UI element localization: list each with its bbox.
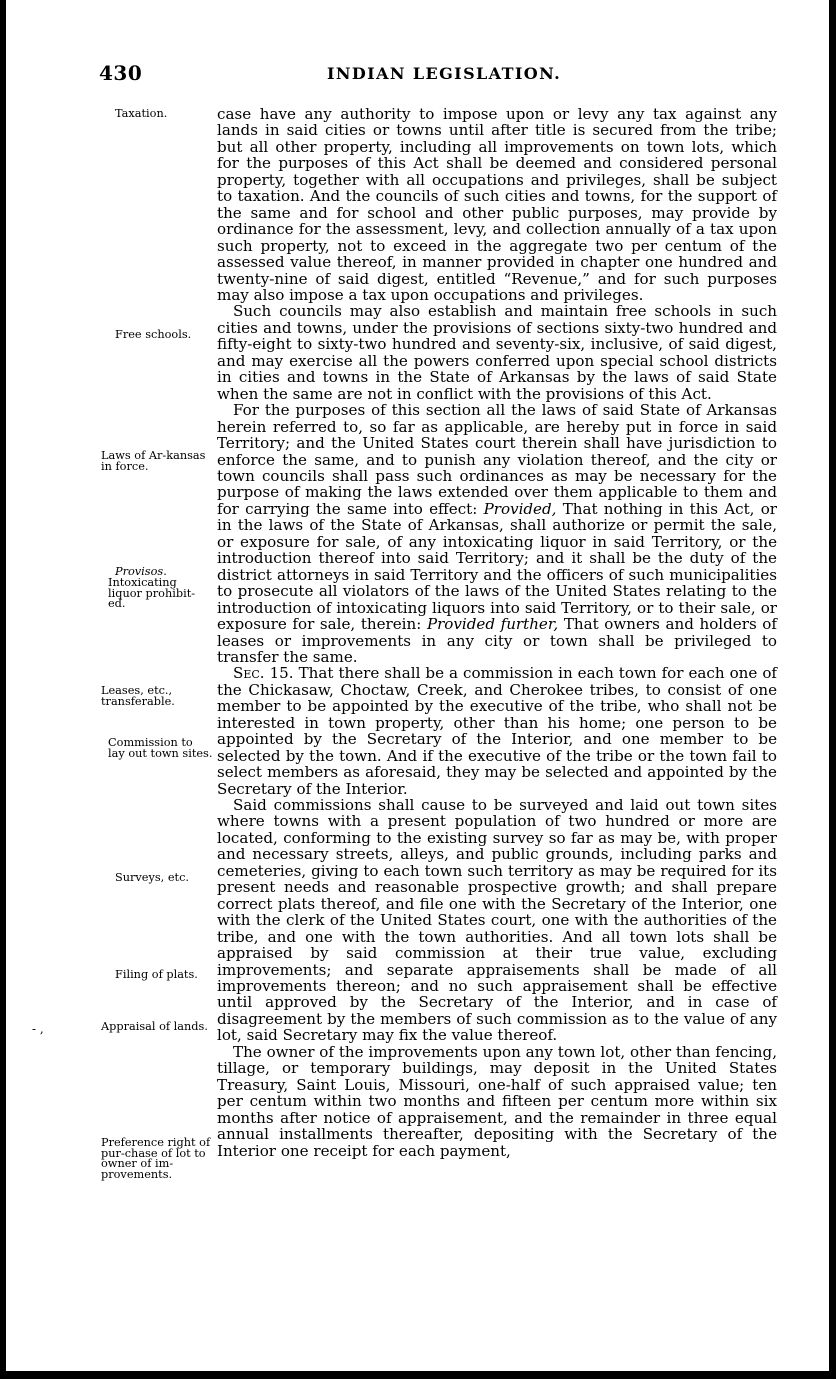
margin-note-leases: Leases, etc., transferable. — [101, 684, 175, 708]
margin-note-surveys: Surveys, etc. — [115, 871, 189, 884]
margin-note-preference: Preference right of pur-chase of lot to owner of im-provements. — [101, 1136, 211, 1181]
margin-note-appraisal: Appraisal of lands. — [101, 1020, 208, 1033]
paragraph-section-15 — [217, 665, 777, 797]
margin-note-filing: Filing of plats. — [115, 968, 198, 981]
section-number: Sec. 15. — [233, 664, 294, 683]
section-15-text: That there shall be a commission in each town for each one of the Chickasaw, Choctaw, Creek, and Cherokee tribes, to consist of one member to be appointed by the executive of the tribe, who shall not be interested in town property, other than his home; one person to be appointed by the Secretary of the Interior, and one member to be selected by the town. And if the executive of the tribe or the town fail to select members as aforesaid, they may be selected and appointed by the Secretary of the Interior. — [217, 664, 777, 798]
page-number: 430 — [99, 61, 143, 85]
margin-note-free-schools: Free schools. — [115, 328, 192, 341]
proviso-text: That nothing in this Act, or in the laws of the State of Arkansas, shall authorize or permit the sale, or exposure for sale, of any intoxicating liquor in said Territory, or the introduction thereof into said Territory; and it shall be the duty of the district attorneys in said Territory and the officers of such municipalities to prosecute all violators of the laws of the United States relating to the introduction of intoxicating liquors into said Territory, or to their sale, or exposure for sale, therein: — [217, 499, 777, 634]
proviso-further-word: Provided further, — [426, 615, 559, 634]
stray-marks: - , — [32, 1022, 44, 1036]
paragraph-taxation: case have any authority to impose upon or levy any tax against any lands in said cities or towns until after title is secured from the tribe; but all other property, including all improvements on town lots, which for the purposes of this Act shall be deemed and considered personal property, together with all occupations and privileges, shall be subject to taxation. And the councils of such cities and towns, for the support of the same and for school and other public purposes, may provide by ordinance for the assessment, levy, and collection annually of a tax upon such property, not to exceed in the aggregate two per centum of the assessed value thereof, in manner provided in chapter one hundred and twenty-nine of said digest, entitled “Revenue,” and for such purposes may also impose a tax upon occupations and privileges. — [217, 105, 777, 304]
margin-note-commission: Commission to lay out town sites. — [108, 736, 213, 760]
margin-note-intoxicating: Intoxicating liquor prohibit-ed. — [108, 576, 196, 611]
running-head: INDIAN LEGISLATION. — [327, 64, 562, 83]
page-header — [97, 61, 777, 87]
proviso-word: Provided, — [483, 499, 557, 518]
main-text — [217, 106, 777, 1159]
paragraph-free-schools: Such councils may also establish and maintain free schools in such cities and towns, under the provisions of sections sixty-two hundred and fifty-eight to sixty-two hundred and seventy-six, inclusive, of said digest, and may exercise all the powers conferred upon special school districts in cities and towns in the State of Arkansas by the laws of said State when the same are not in conflict with the provisions of this Act. — [217, 302, 777, 403]
margin-note-taxation: Taxation. — [115, 107, 168, 120]
paragraph-preference: The owner of the improvements upon any town lot, other than fencing, tillage, or temporary buildings, may deposit in the United States Treasury, Saint Louis, Missouri, one-half of such appraised value; ten per centum within two months and fifteen per centum more within six months after notice of appraisement, and the remainder in three equal annual installments thereafter, depositing with the Secretary of the Interior one receipt for each payment, — [217, 1042, 777, 1160]
proviso-further-text: That owners and holders of leases or improvements in any city or town shall be privileged to transfer the same. — [217, 615, 777, 666]
paragraph-laws-in-force — [217, 402, 777, 665]
laws-in-force-text: For the purposes of this section all the laws of said State of Arkansas herein referred to, so far as applicable, are hereby put in force in said Territory; and the United States court therein shall have jurisdiction to enforce the same, and to punish any violation thereof, and the city or town councils shall pass such ordinances as may be necessary for the purpose of making the laws extended over them applicable to them and for carrying the same into effect: — [217, 401, 777, 518]
margin-note-laws-arkansas: Laws of Ar-kansas in force. — [101, 449, 206, 473]
paragraph-surveys: Said commissions shall cause to be surveyed and laid out town sites where towns with a present population of two hundred or more are located, conforming to the existing survey so far as may be, with proper and necessary streets, alleys, and public grounds, including parks and cemeteries, giving to each town such territory as may be required for its present needs and reasonable prospective growth; and shall prepare correct plats thereof, and file one with the Secretary of the Interior, one with the clerk of the United States court, one with the authorities of the tribe, and one with the town authorities. And all town lots shall be appraised by said commission at their true value, excluding improvements; and separate appraisements shall be made of all improvements thereon; and no such appraisement shall be effective until approved by the Secretary of the Interior, and in case of disagreement by the members of such commission as to the value of any lot, said Secretary may fix the value thereof. — [217, 796, 777, 1045]
margin-note-provisos: Provisos. — [115, 565, 167, 578]
